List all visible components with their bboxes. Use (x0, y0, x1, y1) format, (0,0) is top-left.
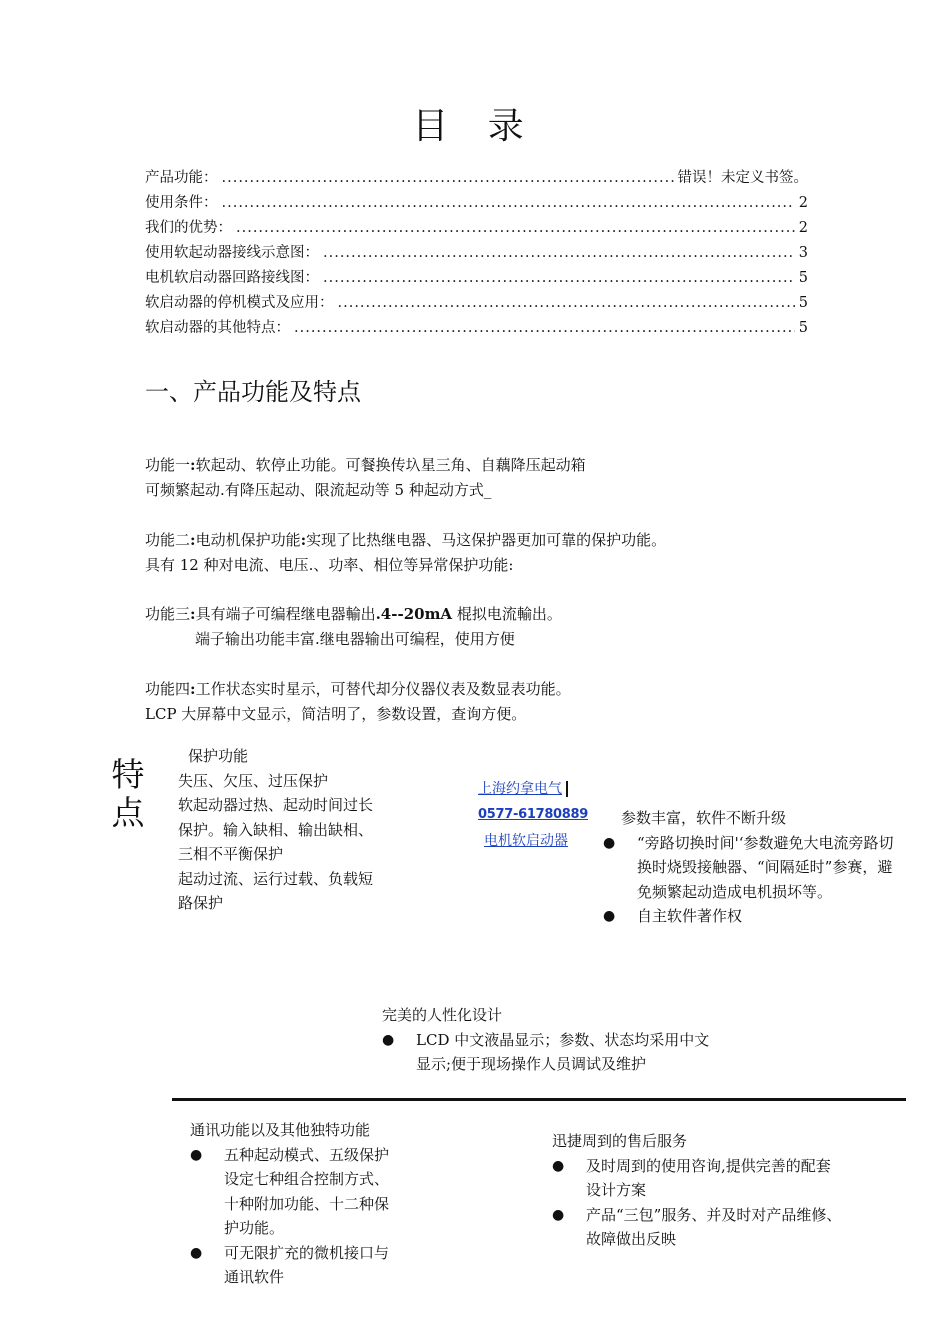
function-text: LCP 大屏幕中文显示，简洁明了，参数设置，查询方便。 (145, 705, 527, 723)
function-2 (145, 528, 666, 578)
list-item-text: 自主软件著作权 (637, 907, 743, 925)
list-item-text: 护功能。 (224, 1219, 285, 1237)
toc-entry[interactable] (145, 316, 808, 341)
toc-leader-dots (323, 245, 795, 261)
service-block (552, 1129, 882, 1252)
list-item-text: 可无限扩充的微机接口与 (224, 1243, 390, 1262)
toc-entry-label: 产品功能： (145, 170, 218, 186)
function-bold-value: .4--20mA (375, 605, 453, 623)
toc-leader-dots (338, 295, 795, 311)
list-item-text: 显示;便于现场操作人员调试及维护 (416, 1055, 647, 1073)
block-line: 三相不平衡保护 (178, 845, 284, 863)
function-text: 可频繁起动.有降压起动、限流起动等 5 种起动方式_ (145, 481, 492, 499)
function-text: 工作状态实时星示，可替代却分仪器仪表及数显表功能。 (195, 680, 571, 698)
list-item-text: 十种附加功能、十二种保 (224, 1194, 390, 1213)
list-item-text: 及时周到的使用咨询,提供完善的配套 (586, 1156, 831, 1175)
list-item-text: 产品“三包”服务、并及时对产品维修、 (586, 1205, 842, 1224)
function-label: 功能三 (145, 605, 191, 623)
list-item (603, 904, 933, 929)
function-3 (145, 602, 562, 652)
list-item (552, 1154, 882, 1203)
protection-block (178, 744, 408, 916)
list-item-text: 五种起动模式、五级保护 (224, 1145, 390, 1164)
toc-leader-dots (222, 195, 795, 211)
toc-entry-page: 3 (798, 245, 808, 261)
toc-entry[interactable] (145, 266, 808, 291)
list-item-text: LCD 中文液晶显示；参数、状态均采用中文 (416, 1030, 710, 1049)
company-product: 电机软启动器 (484, 833, 568, 849)
list-item (190, 1241, 430, 1290)
params-block (603, 806, 933, 929)
list-item-text: 通讯软件 (224, 1268, 285, 1286)
toc-entry[interactable] (145, 241, 808, 266)
block-line: 软起动器过热、起动时间过长 (178, 796, 374, 814)
function-text: 实现了比热继电器、马这保护器更加可靠的保护功能。 (306, 531, 667, 549)
features-char: 特 (111, 755, 145, 794)
bullet-icon: ● (382, 1031, 395, 1048)
colon: : (190, 531, 196, 549)
bullet-icon: ● (603, 908, 616, 924)
toc-title: 目 录 (412, 106, 538, 147)
bullet-icon: ● (603, 834, 616, 851)
list-item-text: 免频繁起动造成电机损坏等。 (637, 882, 833, 901)
block-line: 保护。输入缺相、输出缺相、 (178, 820, 374, 839)
toc-entry[interactable] (145, 216, 808, 241)
toc-entry-label: 我们的优势： (145, 220, 232, 236)
colon: : (190, 605, 196, 623)
block-line: 起动过流、运行过载、负载短 (178, 869, 374, 888)
bullet-icon: ● (552, 1157, 565, 1174)
block-title: 通讯功能以及其他独特功能 (190, 1121, 371, 1139)
toc-entry[interactable] (145, 166, 808, 191)
colon: : (190, 680, 196, 698)
toc-entry[interactable] (145, 191, 808, 216)
block-title: 参数丰富，软件不断升级 (621, 809, 787, 827)
divider (172, 1098, 906, 1101)
function-text: 棍拟电流輸出。 (452, 605, 562, 623)
section-heading: 一、产品功能及特点 (145, 378, 361, 406)
colon: : (300, 531, 307, 549)
function-text: 软起动、软停止功能。可餐换传圦星三角、自藕降压起动箱 (195, 456, 586, 474)
list-item (190, 1143, 430, 1241)
function-heading: 电动机保护功能 (195, 531, 301, 549)
list-item-text: 设定七种组合控制方式、 (224, 1170, 390, 1188)
list-item (552, 1203, 882, 1252)
toc-leader-dots (323, 270, 795, 286)
list-item-text: 故障做出反映 (586, 1230, 677, 1248)
function-text: 端子输出功能丰富.继电器输出可编程，使用方便 (195, 630, 515, 648)
function-4 (145, 677, 571, 727)
block-title: 完美的人性化设计 (382, 1006, 503, 1024)
toc (145, 166, 808, 341)
company-phone: 0577-61780889 (478, 807, 589, 822)
block-title: 迅捷周到的售后服务 (552, 1132, 688, 1150)
list-item-text: 换时烧毁接触器、“间隔延时”参赛，避 (637, 858, 893, 876)
toc-entry-label: 软启动器的其他特点： (145, 320, 290, 336)
company-logo (478, 776, 588, 854)
comm-block (190, 1118, 430, 1290)
toc-entry-page: 2 (798, 195, 808, 211)
colon: : (190, 456, 196, 474)
function-text: 具有 12 种对电流、电压.、功率、相位等异常保护功能: (145, 556, 514, 574)
function-label: 功能四 (145, 680, 191, 698)
function-label: 功能二 (145, 531, 191, 549)
list-item (382, 1028, 762, 1077)
bullet-icon: ● (190, 1146, 203, 1163)
bullet-icon: ● (190, 1244, 203, 1261)
block-line: 路保护 (178, 894, 224, 912)
toc-entry-label: 电机软启动器回路接线图： (145, 270, 319, 286)
toc-entry-label: 使用软起动器接线示意图： (145, 245, 319, 261)
toc-entry-page: 错误！未定义书签。 (677, 170, 808, 186)
bullet-icon: ● (552, 1206, 565, 1223)
toc-entry-page: 5 (798, 320, 808, 336)
cursor-bar (566, 781, 568, 797)
block-line: 失压、欠压、过压保护 (178, 771, 329, 790)
toc-entry-page: 5 (798, 270, 808, 286)
list-item-text: “旁路切换时间'‘参数避免大电流旁路切 (637, 833, 894, 852)
list-item-text: 设计方案 (586, 1181, 647, 1199)
toc-entry[interactable] (145, 291, 808, 316)
toc-entry-label: 使用条件： (145, 195, 218, 211)
toc-entry-page: 5 (798, 295, 808, 311)
company-name: 上海约拿电气 (478, 781, 562, 797)
block-title: 保护功能 (188, 747, 249, 765)
toc-leader-dots (294, 320, 795, 336)
toc-entry-page: 2 (798, 220, 808, 236)
design-block (382, 1003, 762, 1077)
list-item (603, 831, 933, 905)
features-char: 点 (111, 793, 145, 832)
function-label: 功能一 (145, 456, 191, 474)
function-text: 具有端子可编程继电器輸出 (195, 605, 376, 623)
function-1 (145, 453, 586, 503)
toc-entry-label: 软启动器的停机模式及应用： (145, 295, 334, 311)
features-label (110, 756, 146, 832)
toc-leader-dots (236, 220, 795, 236)
toc-leader-dots (222, 170, 674, 186)
